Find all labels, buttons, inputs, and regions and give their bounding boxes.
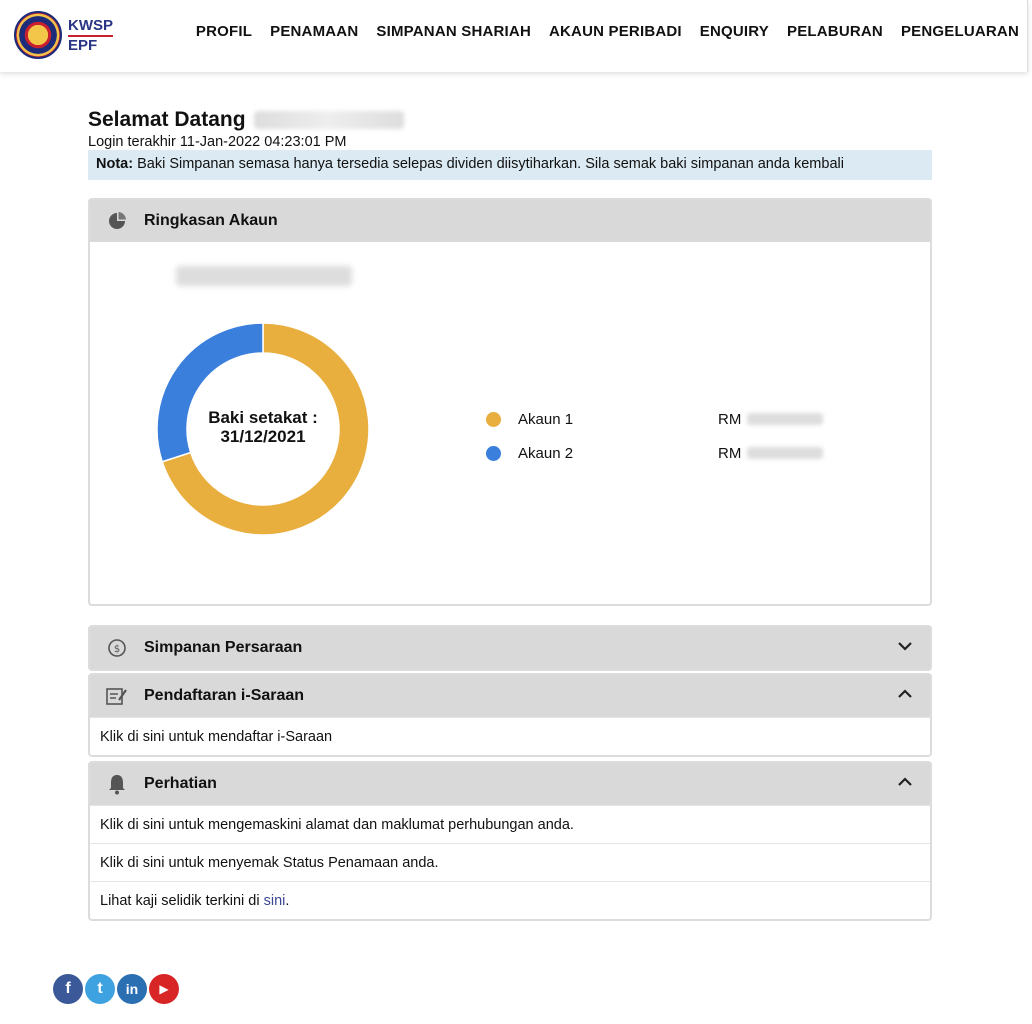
isaraan-panel	[88, 673, 932, 757]
pie-chart-icon	[106, 210, 128, 232]
brand-line1: KWSP	[68, 17, 113, 37]
survey-suffix: .	[285, 892, 290, 909]
donut-label-line2: 31/12/2021	[220, 427, 306, 446]
survey-row	[90, 881, 930, 919]
nomination-status-link[interactable]: Klik di sini untuk menyemak Status Penamaan anda.	[90, 843, 930, 881]
attention-header[interactable]	[90, 763, 930, 805]
legend-currency-akaun-2: RM	[718, 444, 742, 462]
main-nav	[196, 23, 1019, 40]
chevron-down-icon[interactable]	[896, 637, 914, 655]
note-label: Nota:	[96, 156, 134, 172]
retirement-savings-title: Simpanan Persaraan	[144, 639, 303, 656]
nav-pelaburan[interactable]: PELABURAN	[786, 23, 883, 40]
chevron-up-icon[interactable]	[896, 685, 914, 703]
linkedin-icon[interactable]: in	[117, 974, 147, 1004]
welcome-heading	[88, 108, 404, 132]
registration-form-icon	[106, 685, 128, 707]
total-balance-redacted	[176, 266, 352, 286]
note-text: Baki Simpanan semasa hanya tersedia selepas dividen diisytiharkan. Sila semak baki simpanan anda kembali	[133, 156, 844, 172]
coin-icon	[106, 637, 128, 659]
nav-enquiry[interactable]: ENQUIRY	[699, 23, 769, 40]
account-summary-body	[90, 242, 930, 604]
retirement-savings-panel	[88, 625, 932, 671]
legend-akaun-1	[486, 402, 823, 436]
legend-label-akaun-2: Akaun 2	[518, 444, 574, 462]
isaraan-title: Pendaftaran i-Saraan	[144, 687, 305, 704]
account-summary-panel	[88, 198, 932, 606]
update-address-link[interactable]: Klik di sini untuk mengemaskini alamat dan maklumat perhubungan anda.	[90, 805, 930, 843]
youtube-icon[interactable]: ▶	[149, 974, 179, 1004]
attention-title: Perhatian	[144, 775, 217, 792]
account-summary-title: Ringkasan Akaun	[144, 212, 278, 229]
chart-legend	[486, 402, 823, 470]
akaun-2-amount-redacted	[747, 447, 823, 459]
nav-akaun-peribadi[interactable]: AKAUN PERIBADI	[548, 23, 682, 40]
social-links	[53, 974, 179, 1004]
donut-label-line1: Baki setakat :	[208, 408, 318, 427]
nav-simpanan-shariah[interactable]: SIMPANAN SHARIAH	[376, 23, 531, 40]
top-navigation-bar	[0, 0, 1028, 72]
user-name-redacted	[254, 111, 404, 129]
brand-line2: EPF	[68, 36, 98, 54]
brand-text	[68, 17, 113, 54]
survey-link[interactable]: sini	[263, 892, 286, 909]
akaun-1-amount-redacted	[747, 413, 823, 425]
welcome-greeting: Selamat Datang	[88, 108, 246, 131]
twitter-icon[interactable]: t	[85, 974, 115, 1004]
chevron-up-icon[interactable]	[896, 773, 914, 791]
legend-akaun-2	[486, 436, 823, 470]
welcome-section	[88, 108, 404, 150]
nav-pengeluaran[interactable]: PENGELUARAN	[900, 23, 1019, 40]
balance-donut-chart	[156, 322, 370, 536]
legend-label-akaun-1: Akaun 1	[518, 410, 574, 428]
nav-penamaan[interactable]: PENAMAAN	[270, 23, 359, 40]
facebook-icon[interactable]: f	[53, 974, 83, 1004]
note-banner	[88, 150, 932, 180]
nav-profil[interactable]: PROFIL	[195, 23, 253, 40]
legend-dot-akaun-1	[486, 412, 501, 427]
attention-panel	[88, 761, 932, 921]
isaraan-header[interactable]	[90, 675, 930, 717]
legend-dot-akaun-2	[486, 446, 501, 461]
isaraan-register-link[interactable]: Klik di sini untuk mendaftar i-Saraan	[90, 717, 930, 755]
donut-center-label	[156, 408, 370, 446]
last-login: Login terakhir 11-Jan-2022 04:23:01 PM	[88, 134, 347, 150]
kwsp-logo[interactable]	[14, 10, 124, 60]
kwsp-emblem-icon	[14, 11, 62, 59]
survey-prefix: Lihat kaji selidik terkini di	[100, 892, 260, 909]
svg-text:$: $	[113, 644, 121, 655]
legend-currency-akaun-1: RM	[718, 410, 742, 428]
account-summary-header[interactable]	[90, 200, 930, 242]
retirement-savings-header[interactable]	[90, 627, 930, 669]
bell-icon	[106, 773, 128, 795]
